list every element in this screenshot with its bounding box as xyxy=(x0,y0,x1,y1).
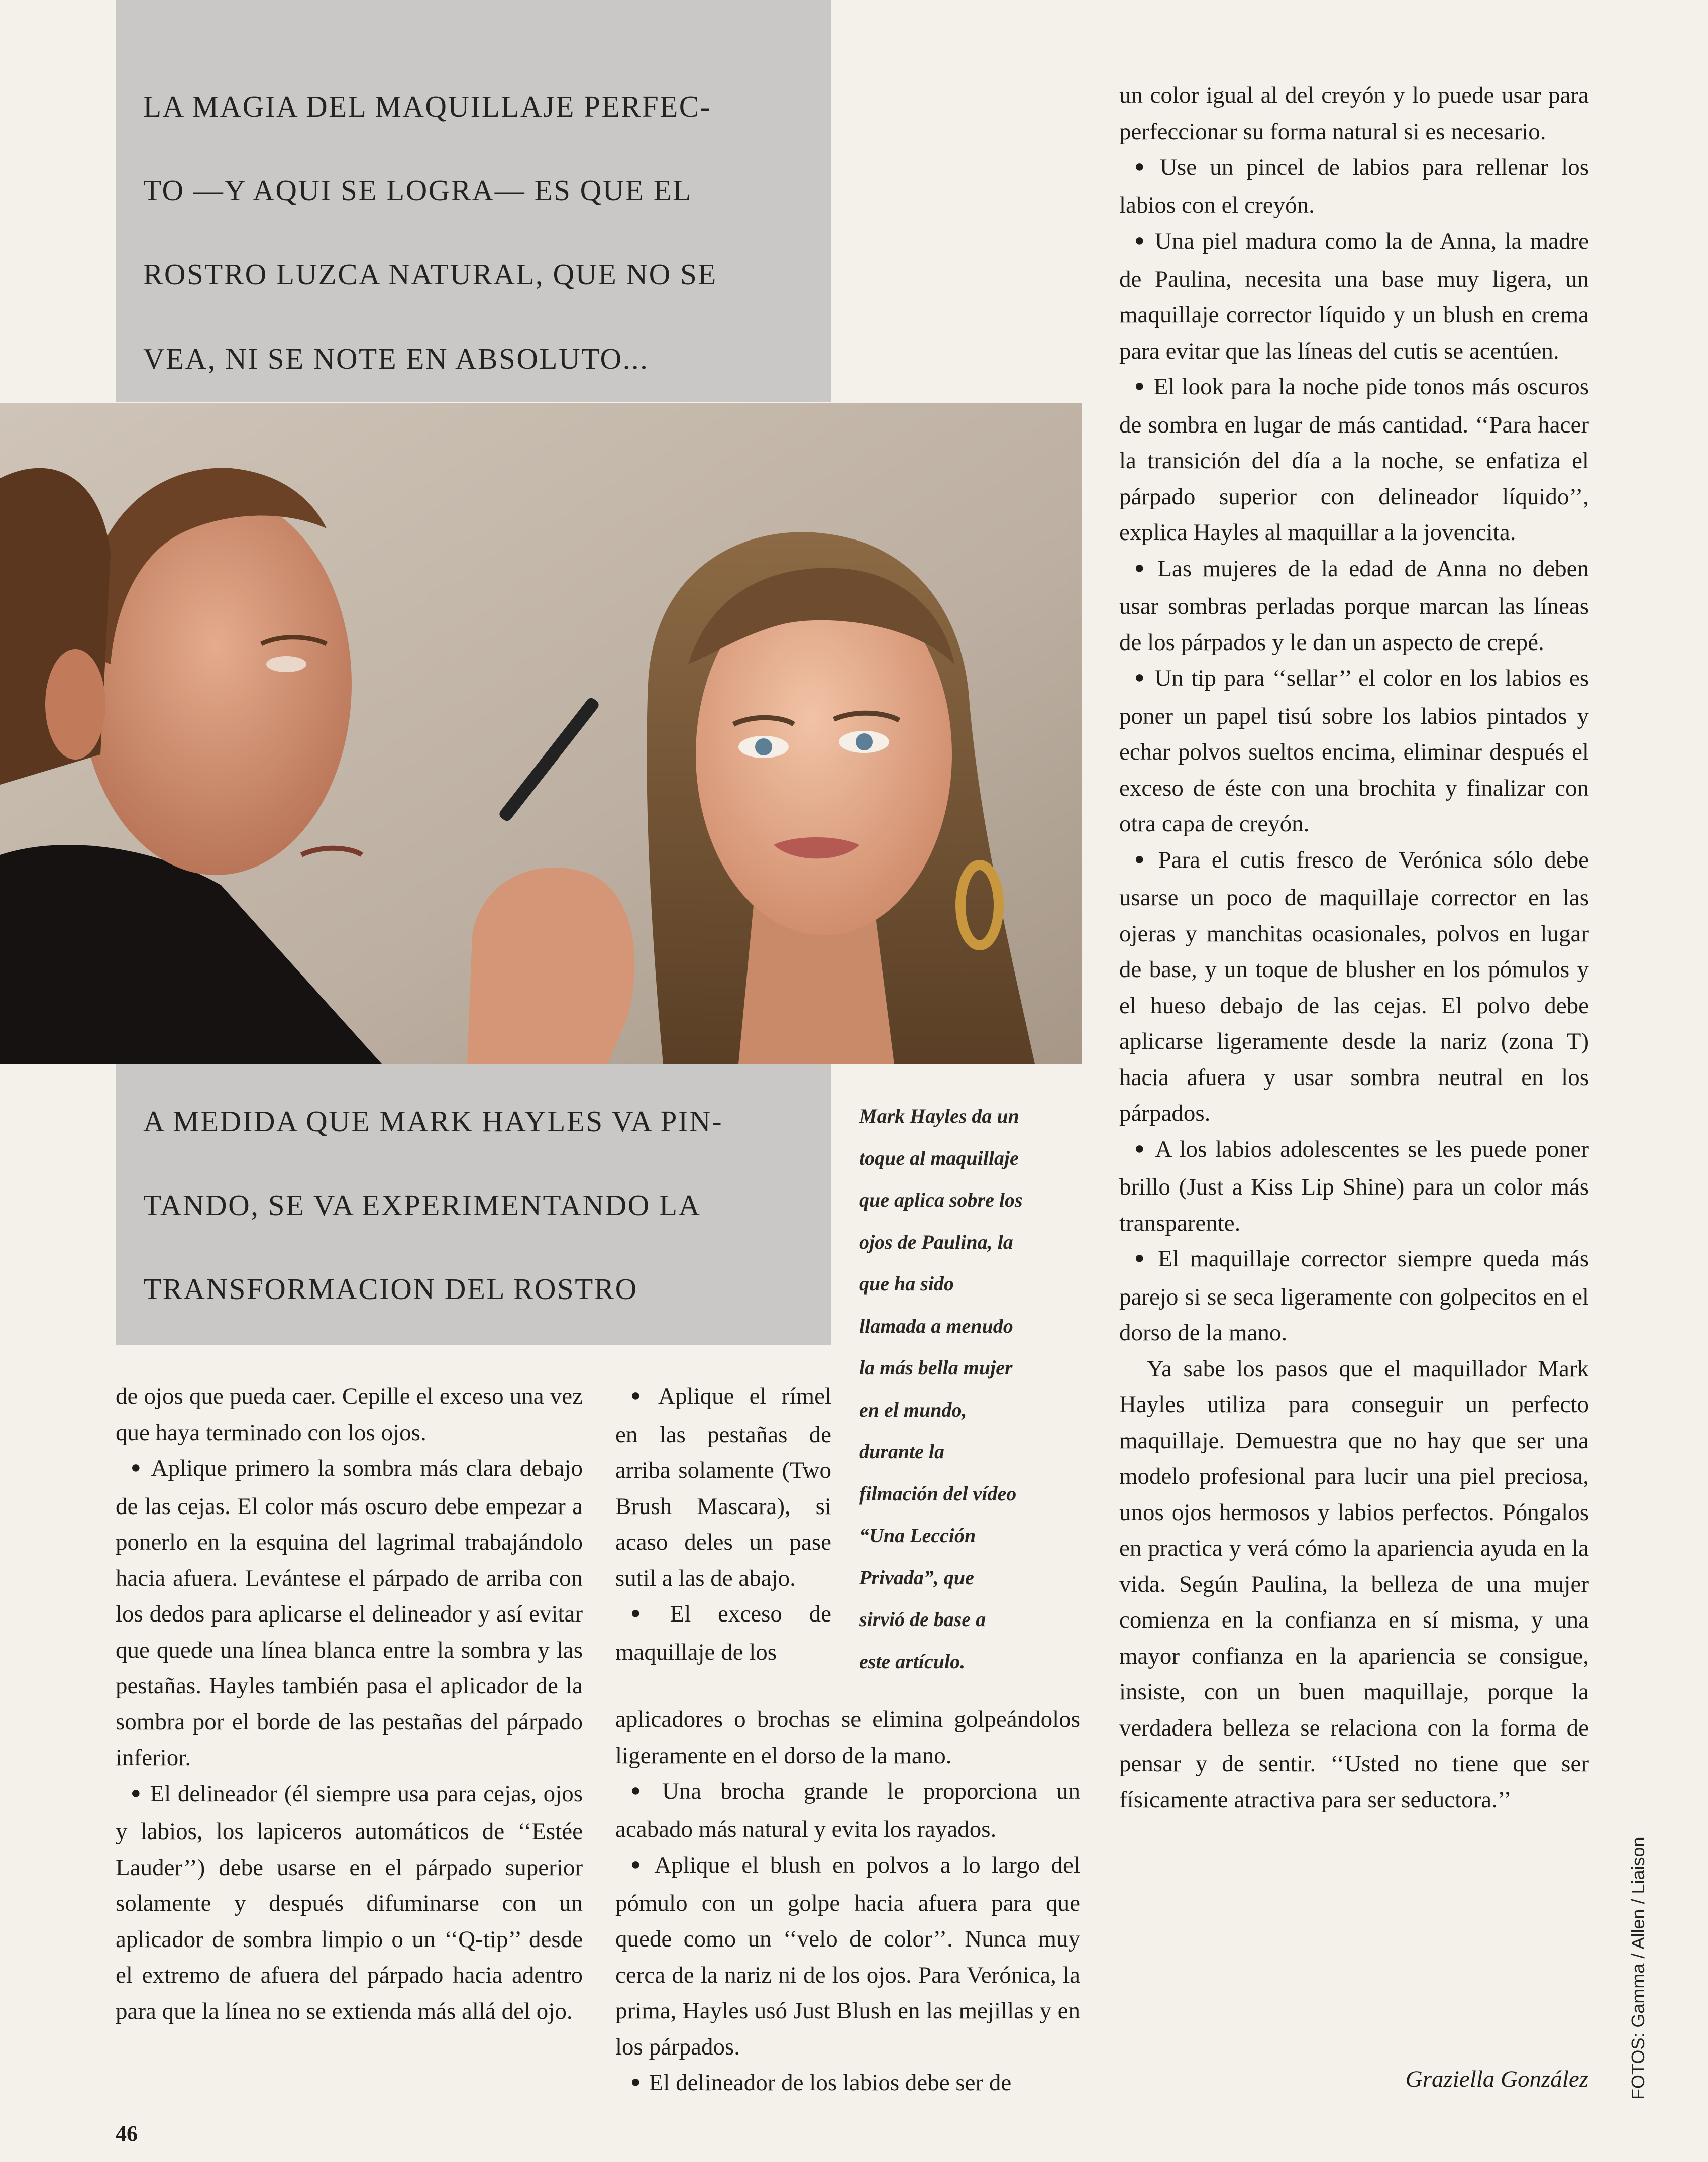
makeup-photo xyxy=(0,403,1082,1064)
caption-line: en el mundo, xyxy=(859,1398,967,1421)
caption-line: Privada”, que xyxy=(859,1566,974,1589)
bullet-paragraph: ● Un tip para ‘‘sellar’’ el color en los labios es poner un papel tisú sobre los labios pintados y echar polvos sueltos encima, eliminar después el exceso de éste con una brochita y finalizar con otra capa de creyón. xyxy=(1119,661,1589,842)
caption-line: “Una Lección xyxy=(859,1524,976,1547)
article-column-3 xyxy=(1119,78,1589,1818)
caption-line: toque al maquillaje xyxy=(859,1146,1019,1169)
bullet-paragraph: ● El maquillaje corrector siempre queda más parejo si se seca ligeramente con golpecitos en el dorso de la mano. xyxy=(1119,1241,1589,1351)
pullquote-line: LA MAGIA DEL MAQUILLAJE PERFEC- xyxy=(143,90,711,123)
caption-line: este artículo. xyxy=(859,1650,966,1673)
author-signature: Graziella González xyxy=(1405,2066,1588,2092)
caption-line: que ha sido xyxy=(859,1272,954,1295)
article-column-2-top xyxy=(615,1379,831,1670)
pullquote-top xyxy=(116,0,831,402)
article-column-1 xyxy=(116,1379,583,2029)
caption-line: que aplica sobre los xyxy=(859,1188,1023,1211)
closing-paragraph: Ya sabe los pasos que el maquillador Mark Hayles utiliza para conseguir un perfecto maquillaje. Demuestra que no hay que ser una modelo profesional para lucir una piel preciosa, unos ojos hermosos y labios perfectos. Póngalos en practica y verá cómo la apariencia ayuda en la vida. Según Paulina, la belleza de una mujer comienza en la confianza en sí misma, y una mayor confianza en la apariencia se consigue, insiste, con un buen maquillaje, porque la verdadera belleza se relaciona con la forma de pensar y de sentir. ‘‘Usted no tiene que ser físicamente atractiva para ser seductora.’’ xyxy=(1119,1355,1589,1813)
bullet-paragraph: ● Aplique primero la sombra más clara debajo de las cejas. El color más oscuro debe empezar a ponerlo en la esquina del lagrimal trabajándolo hacia afuera. Levántese el párpado de arriba con los dedos para aplicarse el delineador y así evitar que quede una línea blanca entre la sombra y las pestañas. Hayles también pasa el aplicador de la sombra por el borde de las pestañas del párpado inferior. xyxy=(116,1451,583,1776)
caption-line: llamada a menudo xyxy=(859,1314,1013,1337)
pullquote-line: VEA, NI SE NOTE EN ABSOLUTO... xyxy=(143,342,649,375)
bullet-paragraph: ● A los labios adolescentes se les puede poner brillo (Just a Kiss Lip Shine) para un color más transparente. xyxy=(1119,1132,1589,1242)
bullet-paragraph: ● Una piel madura como la de Anna, la madre de Paulina, necesita una base muy ligera, un maquillaje corrector líquido y un blush en crema para evitar que las líneas del cutis se acentúen. xyxy=(1119,224,1589,369)
caption-line: sirvió de base a xyxy=(859,1608,986,1631)
bullet-paragraph: ● Las mujeres de la edad de Anna no deben usar sombras perladas porque marcan las líneas de los párpados y le dan un aspecto de crepé. xyxy=(1119,551,1589,661)
pullquote-line: TANDO, SE VA EXPERIMENTANDO LA xyxy=(143,1188,701,1222)
pullquote-mid xyxy=(116,1064,831,1345)
page-number: 46 xyxy=(116,2121,138,2146)
bullet-paragraph: ● Aplique el rímel en las pestañas de arriba solamente (Two Brush Mascara), si acaso deles un pase sutil a las de abajo. xyxy=(615,1379,831,1596)
bullet-paragraph: ● El exceso de maquillaje de los xyxy=(615,1596,831,1670)
caption-line: la más bella mujer xyxy=(859,1356,1013,1379)
paragraph: de ojos que pueda caer. Cepille el exceso una vez que haya terminado con los ojos. xyxy=(116,1383,583,1446)
caption-line: filmación del vídeo xyxy=(859,1482,1017,1505)
caption-line: Mark Hayles da un xyxy=(859,1105,1019,1127)
bullet-paragraph: ● El delineador (él siempre usa para cejas, ojos y labios, los lapiceros automáticos de ‘‘Estée Lauder’’) debe usarse en el párpado superior solamente y después difuminarse con un aplicador de sombra limpio o un ‘‘Q-tip’’ desde el extremo de afuera del párpado hacia adentro para que la línea no se extienda más allá del ojo. xyxy=(116,1776,583,2030)
article-column-2-bottom xyxy=(615,1702,1080,2103)
pullquote-line: A MEDIDA QUE MARK HAYLES VA PIN- xyxy=(143,1105,723,1138)
photo-credit: FOTOS: Gamma / Allen / Liaison xyxy=(1628,1836,1648,2100)
bullet-paragraph: ● El look para la noche pide tonos más oscuros de sombra en lugar de más cantidad. ‘‘Para hacer la transición del día a la noche, se enfatiza el párpado superior con delineador líquido’’, explica Hayles al maquillar a la jovencita. xyxy=(1119,369,1589,551)
paragraph: un color igual al del creyón y lo puede usar para perfeccionar su forma natural si es necesario. xyxy=(1119,82,1589,145)
pullquote-line: ROSTRO LUZCA NATURAL, QUE NO SE xyxy=(143,258,717,291)
photo-caption xyxy=(859,1095,1095,1682)
caption-line: durante la xyxy=(859,1440,945,1463)
pullquote-line: TRANSFORMACION DEL ROSTRO xyxy=(143,1272,638,1306)
paragraph: aplicadores o brochas se elimina golpeándolos ligeramente en el dorso de la mano. xyxy=(615,1706,1080,1769)
bullet-paragraph: ● Aplique el blush en polvos a lo largo del pómulo con un golpe hacia afuera para que quede como un ‘‘velo de color’’. Nunca muy cerca de la nariz ni de los ojos. Para Verónica, la prima, Hayles usó Just Blush en las mejillas y en los párpados. xyxy=(615,1848,1080,2065)
bullet-paragraph: ● El delineador de los labios debe ser de xyxy=(615,2065,1080,2103)
bullet-paragraph: ● Use un pincel de labios para rellenar los labios con el creyón. xyxy=(1119,150,1589,224)
bullet-paragraph: ● Para el cutis fresco de Verónica sólo debe usarse un poco de maquillaje corrector en las ojeras y manchitas ocasionales, polvos en lugar de base, y un toque de blusher en los pómulos y el hueso debajo de las cejas. El polvo debe aplicarse ligeramente desde la nariz (zona T) hacia afuera y usar sombra neutral en los párpados. xyxy=(1119,842,1589,1132)
pullquote-line: TO —Y AQUI SE LOGRA— ES QUE EL xyxy=(143,174,692,207)
caption-line: ojos de Paulina, la xyxy=(859,1230,1013,1253)
bullet-paragraph: ● Una brocha grande le proporciona un acabado más natural y evita los rayados. xyxy=(615,1774,1080,1848)
